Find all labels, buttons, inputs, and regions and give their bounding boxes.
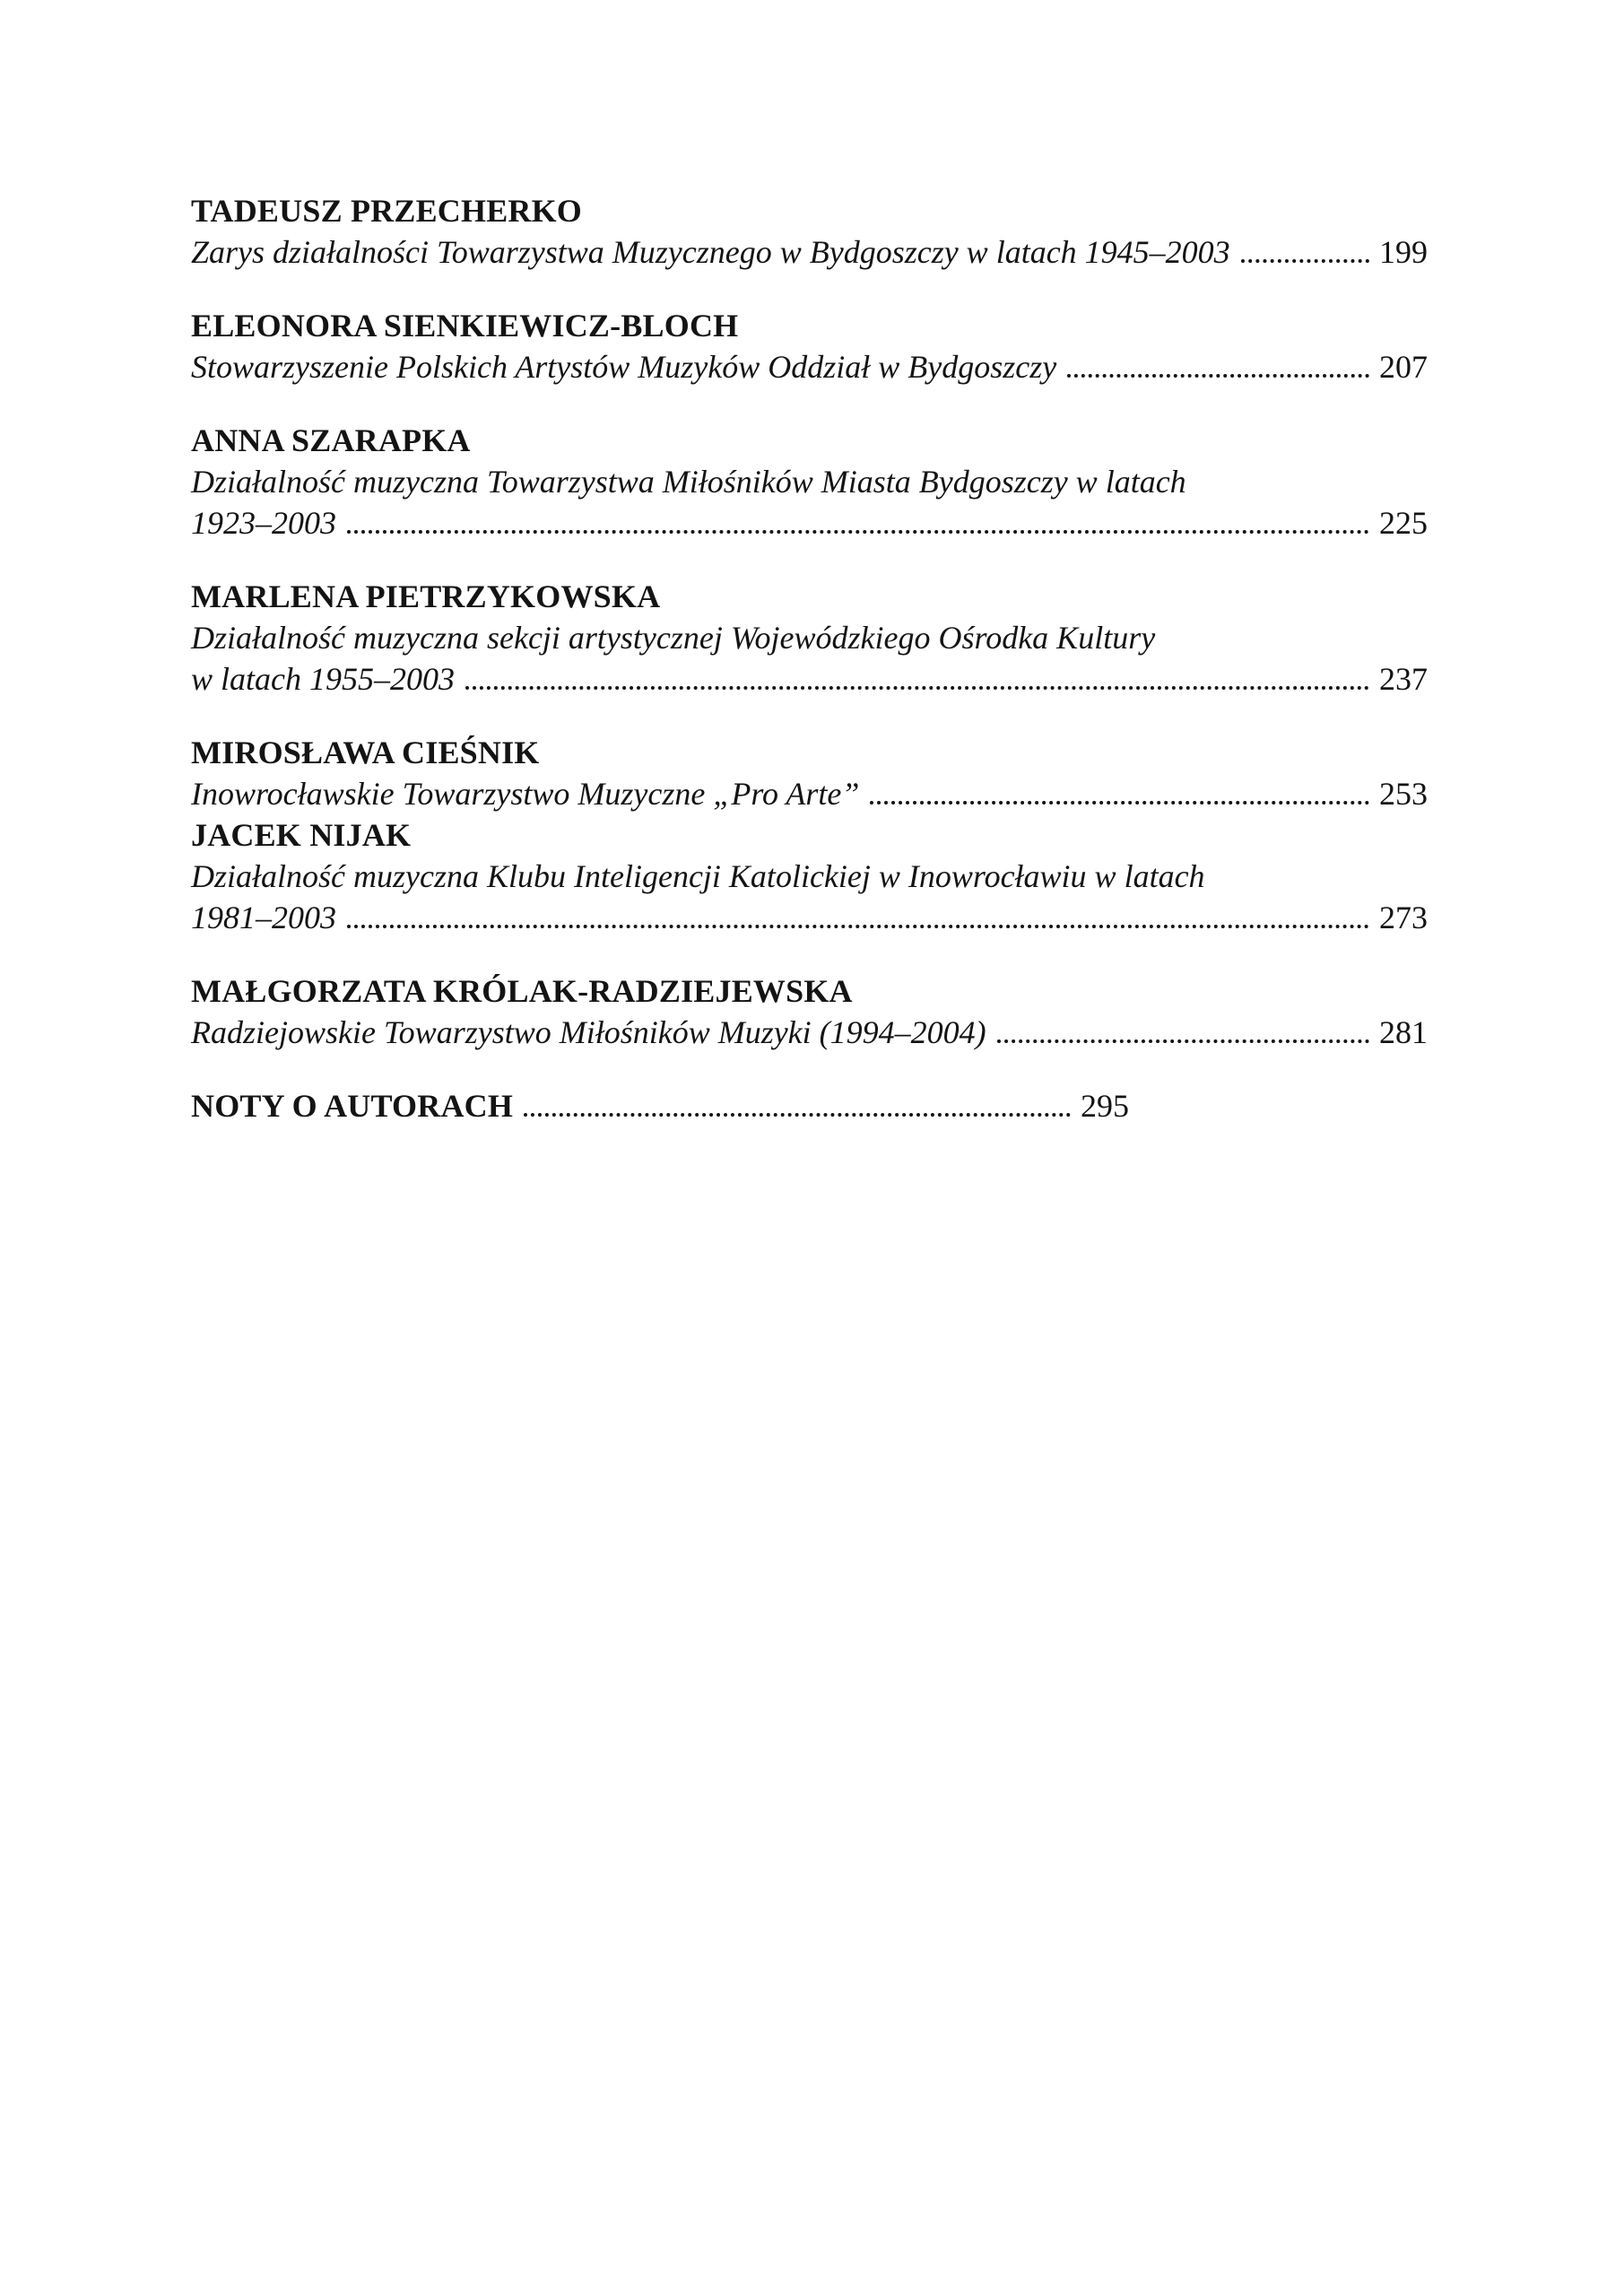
work-title: Inowrocławskie Towarzystwo Muzyczne „Pro Arte”	[191, 776, 860, 812]
work-title: Zarys działalności Towarzystwa Muzycznego w Bydgoszczy w latach 1945–2003	[191, 234, 1230, 270]
toc-entry	[191, 420, 1428, 544]
title-row	[191, 897, 1428, 938]
page-number: 253	[1379, 776, 1428, 812]
toc-entry	[191, 576, 1428, 700]
leader-dots	[1241, 259, 1369, 263]
title-row	[191, 658, 1428, 700]
toc-entry	[191, 970, 1428, 1053]
author-name: MARLENA PIETRZYKOWSKA	[191, 578, 661, 614]
page-number: 295	[1081, 1088, 1129, 1124]
author-name: TADEUSZ PRZECHERKO	[191, 193, 583, 229]
author-name: MAŁGORZATA KRÓLAK-RADZIEJEWSKA	[191, 973, 853, 1009]
work-title: Radziejowskie Towarzystwo Miłośników Muzyki (1994–2004)	[191, 1014, 986, 1050]
page-number: 199	[1379, 234, 1428, 270]
author-name: JACEK NIJAK	[191, 817, 412, 853]
toc-entry	[191, 190, 1428, 273]
leader-dots	[465, 686, 1369, 690]
leader-dots	[997, 1039, 1369, 1043]
title-row	[191, 502, 1428, 544]
author-name: ELEONORA SIENKIEWICZ-BLOCH	[191, 308, 739, 344]
work-title: 1923–2003	[191, 505, 336, 541]
leader-dots	[870, 801, 1369, 804]
page-number: 237	[1379, 661, 1428, 697]
author-name: ANNA SZARAPKA	[191, 422, 471, 458]
leader-dots	[347, 925, 1369, 928]
work-title-line: Działalność muzyczna Klubu Inteligencji Katolickiej w Inowrocławiu w latach	[191, 858, 1205, 894]
page-number: 225	[1379, 505, 1428, 541]
work-title: w latach 1955–2003	[191, 661, 455, 697]
leader-dots	[1067, 374, 1369, 378]
work-title-line: Działalność muzyczna sekcji artystycznej Wojewódzkiego Ośrodka Kultury	[191, 620, 1156, 656]
backmatter-label: NOTY O AUTORACH	[191, 1088, 514, 1124]
toc-entry	[191, 305, 1428, 387]
table-of-contents	[191, 190, 1428, 1126]
toc-entry	[191, 814, 1428, 938]
work-title: 1981–2003	[191, 900, 336, 935]
page-number: 207	[1379, 349, 1428, 385]
toc-entry	[191, 732, 1428, 814]
author-name: MIROSŁAWA CIEŚNIK	[191, 735, 540, 770]
title-row	[191, 1012, 1428, 1053]
page-number: 273	[1379, 900, 1428, 935]
leader-dots	[524, 1113, 1071, 1117]
title-row	[191, 231, 1428, 273]
work-title: Stowarzyszenie Polskich Artystów Muzyków Oddział w Bydgoszczy	[191, 349, 1057, 385]
work-title-line: Działalność muzyczna Towarzystwa Miłośników Miasta Bydgoszczy w latach	[191, 464, 1186, 500]
title-row	[191, 773, 1428, 814]
page-number: 281	[1379, 1014, 1428, 1050]
title-row	[191, 346, 1428, 387]
backmatter-entry	[191, 1085, 1129, 1126]
leader-dots	[347, 530, 1369, 534]
